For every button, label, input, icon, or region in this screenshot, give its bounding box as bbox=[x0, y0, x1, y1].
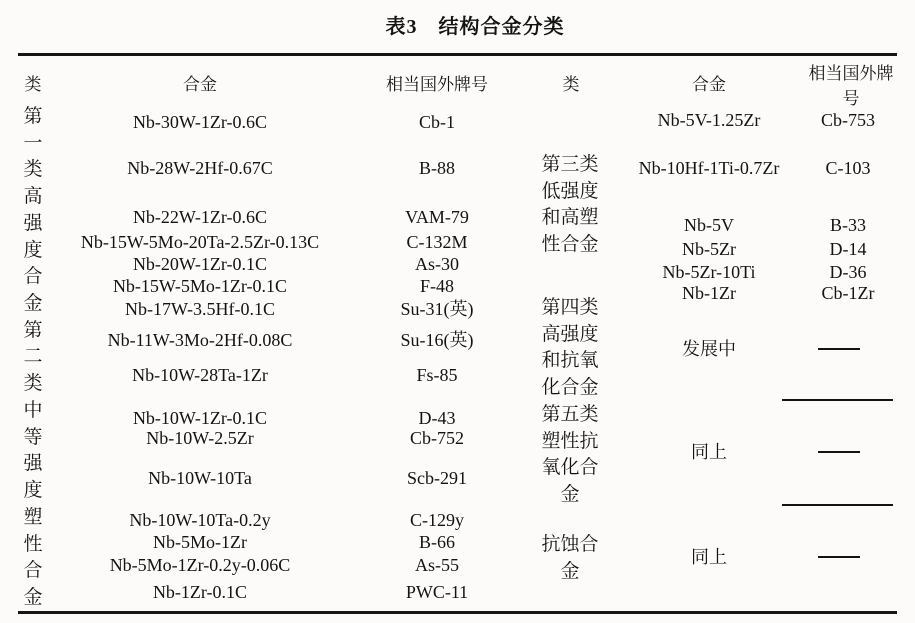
foreign-grade-cell: PWC-11 bbox=[405, 582, 469, 602]
alloy-cell: Nb-5Zr-10Ti bbox=[662, 262, 756, 282]
alloy-cell: Nb-28W-2Hf-0.67C bbox=[127, 158, 273, 178]
foreign-grade-cell: Scb-291 bbox=[407, 468, 467, 488]
class-column-char: 合 bbox=[23, 560, 43, 582]
class-column-char: 强 bbox=[23, 453, 43, 475]
no-grade-dash bbox=[818, 348, 860, 350]
no-grade-dash bbox=[818, 556, 860, 558]
class-label: 第四类高强度和抗氧化合金 bbox=[541, 297, 599, 398]
alloy-cell: Nb-10Hf-1Ti-0.7Zr bbox=[638, 158, 780, 178]
class-column-char: 强 bbox=[23, 212, 43, 234]
alloy-cell: Nb-1Zr bbox=[682, 283, 736, 303]
class-column-char: 金 bbox=[23, 586, 43, 608]
no-grade-dash bbox=[818, 451, 860, 453]
foreign-grade-cell: VAM-79 bbox=[405, 207, 469, 227]
foreign-grade-cell: Su-31(英) bbox=[400, 299, 474, 319]
alloy-cell: Nb-10W-2.5Zr bbox=[146, 428, 254, 448]
table-top-rule bbox=[18, 53, 897, 56]
foreign-grade-cell: Cb-1 bbox=[419, 112, 455, 132]
alloy-cell: Nb-5Zr bbox=[682, 239, 736, 259]
foreign-grade-cell: D-36 bbox=[829, 262, 867, 282]
alloy-cell: 同上 bbox=[691, 547, 727, 567]
header-alloy-right: 合金 bbox=[692, 75, 726, 94]
class-column-char: 度 bbox=[23, 239, 43, 261]
alloy-cell: Nb-15W-5Mo-20Ta-2.5Zr-0.13C bbox=[80, 232, 320, 252]
foreign-grade-cell: D-43 bbox=[418, 408, 456, 428]
class-label: 第五类塑性抗氧化合金 bbox=[541, 404, 599, 505]
foreign-grade-cell: Cb-1Zr bbox=[821, 283, 875, 303]
header-foreign-left: 相当国外牌号 bbox=[386, 75, 488, 94]
alloy-cell: 发展中 bbox=[682, 339, 736, 359]
alloy-cell: 同上 bbox=[691, 442, 727, 462]
class-label: 第三类低强度和高塑性合金 bbox=[541, 154, 599, 255]
alloy-cell: Nb-11W-3Mo-2Hf-0.08C bbox=[107, 330, 293, 350]
header-class-right: 类 bbox=[562, 75, 580, 94]
foreign-grade-cell: Cb-753 bbox=[821, 110, 875, 130]
alloy-cell: Nb-10W-10Ta bbox=[148, 468, 252, 488]
foreign-grade-cell: Cb-752 bbox=[410, 428, 464, 448]
class-column-char: 金 bbox=[23, 293, 43, 315]
alloy-cell: Nb-17W-3.5Hf-0.1C bbox=[125, 299, 275, 319]
grade-column-divider bbox=[782, 399, 893, 401]
alloy-cell: Nb-5V bbox=[684, 215, 734, 235]
class-column-char: 合 bbox=[23, 266, 43, 288]
alloy-cell: Nb-5Mo-1Zr bbox=[153, 532, 247, 552]
alloy-cell: Nb-10W-10Ta-0.2y bbox=[129, 510, 271, 530]
foreign-grade-cell: B-33 bbox=[830, 215, 866, 235]
foreign-grade-cell: C-129y bbox=[410, 510, 464, 530]
class-column-char: 度 bbox=[23, 480, 43, 502]
class-column-char: 二 bbox=[23, 346, 43, 368]
grade-column-divider bbox=[782, 504, 893, 506]
foreign-grade-cell: C-103 bbox=[825, 158, 871, 178]
foreign-grade-cell: Fs-85 bbox=[416, 365, 458, 385]
alloy-cell: Nb-10W-28Ta-1Zr bbox=[132, 365, 268, 385]
alloy-cell: Nb-5V-1.25Zr bbox=[657, 110, 761, 130]
alloy-cell: Nb-5Mo-1Zr-0.2y-0.06C bbox=[109, 555, 291, 575]
class-column-char: 第 bbox=[23, 319, 43, 341]
foreign-grade-cell: F-48 bbox=[419, 276, 454, 296]
class-column-char: 第 bbox=[23, 106, 43, 127]
table-bottom-rule bbox=[18, 611, 897, 614]
class-column-char: 性 bbox=[23, 533, 43, 555]
alloy-cell: Nb-22W-1Zr-0.6C bbox=[132, 207, 268, 227]
alloy-cell: Nb-20W-1Zr-0.1C bbox=[132, 254, 268, 274]
header-class-left: 类 bbox=[24, 75, 42, 94]
foreign-grade-cell: D-14 bbox=[829, 239, 867, 259]
alloy-cell: Nb-10W-1Zr-0.1C bbox=[132, 408, 268, 428]
header-alloy-left: 合金 bbox=[183, 75, 217, 94]
foreign-grade-cell: B-66 bbox=[419, 532, 455, 552]
header-foreign-right: 相当国外牌号 bbox=[808, 64, 894, 108]
class-column-char: 塑 bbox=[23, 506, 43, 528]
class-column-char: 一 bbox=[23, 132, 43, 154]
foreign-grade-cell: B-88 bbox=[419, 158, 455, 178]
foreign-grade-cell: Su-16(英) bbox=[400, 330, 474, 350]
table-title: 表3 结构合金分类 bbox=[385, 16, 565, 38]
foreign-grade-cell: As-30 bbox=[415, 254, 459, 274]
class-column-char: 类 bbox=[23, 373, 43, 395]
foreign-grade-cell: C-132M bbox=[406, 232, 468, 252]
class-column-char: 等 bbox=[23, 426, 43, 448]
alloy-cell: Nb-1Zr-0.1C bbox=[152, 582, 248, 602]
alloy-cell: Nb-30W-1Zr-0.6C bbox=[132, 112, 268, 132]
class-column-char: 类 bbox=[23, 159, 43, 181]
foreign-grade-cell: As-55 bbox=[415, 555, 459, 575]
alloy-cell: Nb-15W-5Mo-1Zr-0.1C bbox=[112, 276, 288, 296]
class-label: 抗蚀合金 bbox=[541, 534, 599, 582]
class-column-char: 高 bbox=[23, 186, 43, 208]
class-column-char: 中 bbox=[23, 399, 43, 421]
